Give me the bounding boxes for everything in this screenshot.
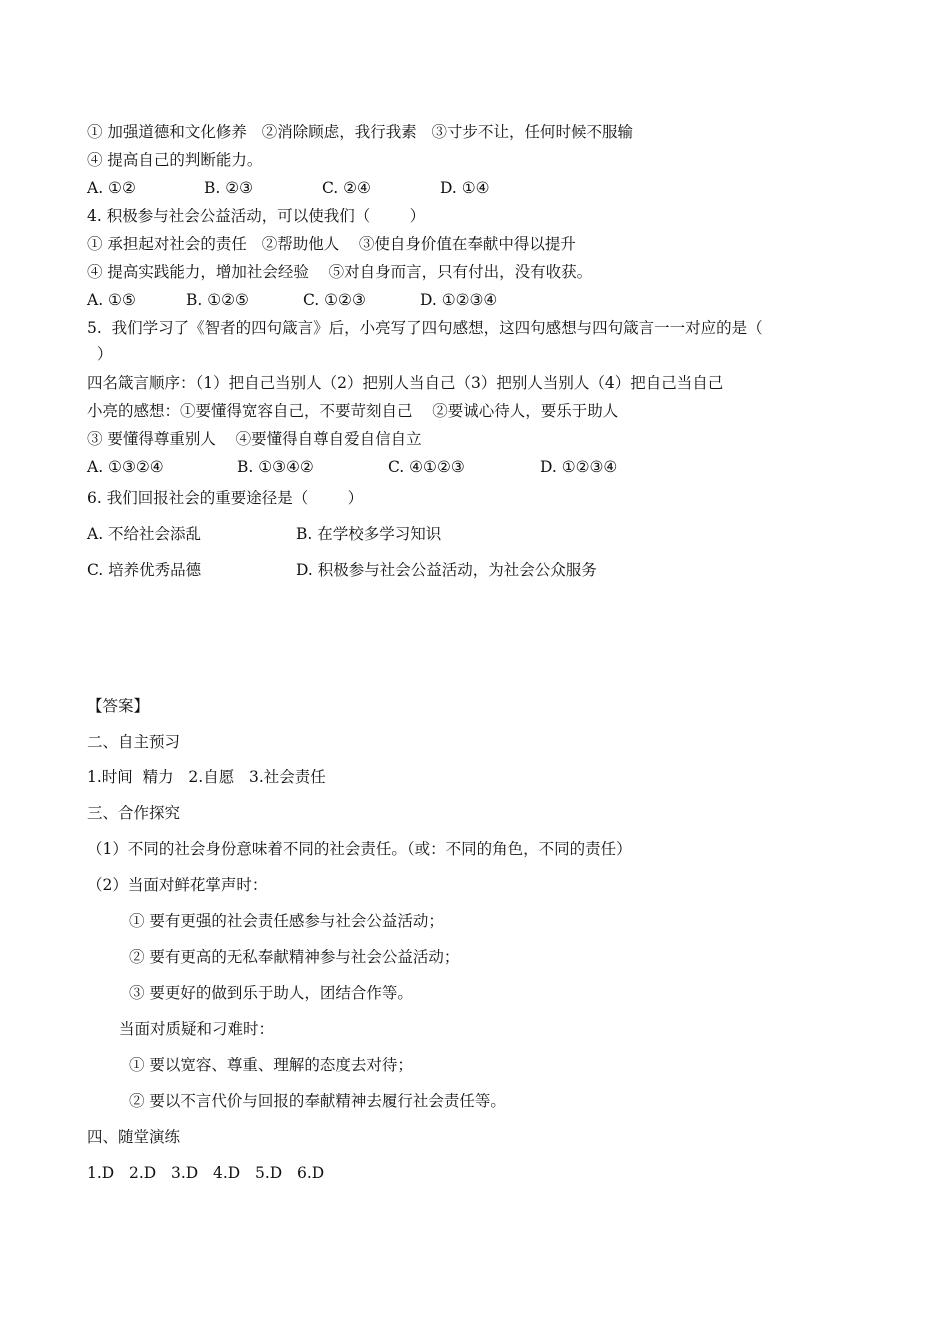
section-3-point-2-item-2: ② 要有更高的无私奉献精神参与社会公益活动；	[129, 948, 460, 966]
q3-options	[87, 178, 490, 198]
section-3-point-3-item-1: ① 要以宽容、尊重、理解的态度去对待；	[129, 1056, 413, 1074]
section-3-point-2-item-1: ① 要有更强的社会责任感参与社会公益活动；	[129, 912, 444, 930]
section-3-point-2: （2）当面对鲜花掌声时：	[87, 876, 268, 894]
q5-stem-line2: ）	[87, 345, 113, 363]
q4-choices-line2: ④ 提高实践能力，增加社会经验 ⑤对自身而言，只有付出，没有收获。	[87, 263, 593, 281]
q5-option-a: A. ①③②④	[87, 458, 164, 476]
q4-choices-line1: ① 承担起对社会的责任 ②帮助他人 ③使自身价值在奉献中得以提升	[87, 235, 576, 253]
q4-options	[87, 290, 497, 310]
q6-stem: 6. 我们回报社会的重要途径是（ ）	[87, 489, 364, 507]
q6-options-row1	[87, 524, 441, 544]
section-3-point-1: （1）不同的社会身份意味着不同的社会责任。（或：不同的角色，不同的责任）	[87, 840, 632, 858]
q5-option-c: C. ④①②③	[388, 458, 465, 476]
q6-option-d: D. 积极参与社会公益活动，为社会公众服务	[296, 561, 597, 579]
section-3-heading: 三、合作探究	[87, 804, 181, 822]
q5-option-b: B. ①③④②	[237, 458, 314, 476]
q3-option-a: A. ①②	[87, 179, 136, 197]
q3-option-b: B. ②③	[204, 179, 254, 197]
q6-option-c: C. 培养优秀品德	[87, 561, 202, 579]
q5-stem-line1: 5. 我们学习了《智者的四句箴言》后，小亮写了四句感想，这四句感想与四句箴言一一对应的是（	[87, 319, 763, 337]
section-4-heading: 四、随堂演练	[87, 1128, 181, 1146]
q6-option-a: A. 不给社会添乱	[87, 525, 202, 543]
section-2-heading: 二、自主预习	[87, 733, 181, 751]
q6-option-b: B. 在学校多学习知识	[296, 525, 442, 543]
q4-option-b: B. ①②⑤	[186, 291, 249, 309]
q5-option-d: D. ①②③④	[540, 458, 618, 476]
section-3-point-3: 当面对质疑和刁难时：	[119, 1020, 275, 1038]
q4-option-c: C. ①②③	[303, 291, 366, 309]
q5-options	[87, 457, 617, 477]
section-3-point-3-item-2: ② 要以不言代价与回报的奉献精神去履行社会责任等。	[129, 1092, 506, 1110]
q5-motto-order: 四名箴言顺序：（1）把自己当别人（2）把别人当自己（3）把别人当别人（4）把自己当自己	[87, 374, 724, 392]
section-3-point-2-item-3: ③ 要更好的做到乐于助人，团结合作等。	[129, 984, 413, 1002]
q5-feelings-line2: ③ 要懂得尊重别人 ④要懂得自尊自爱自信自立	[87, 430, 422, 448]
q3-choices-line2: ④ 提高自己的判断能力。	[87, 151, 263, 169]
q6-options-row2	[87, 560, 597, 580]
q4-stem: 4. 积极参与社会公益活动，可以使我们（ ）	[87, 207, 426, 225]
section-2-answers: 1.时间 精力 2.自愿 3.社会责任	[87, 768, 326, 786]
q3-choices-line1: ① 加强道德和文化修养 ②消除顾虑，我行我素 ③寸步不让，任何时候不服输	[87, 123, 633, 141]
section-4-answers: 1.D 2.D 3.D 4.D 5.D 6.D	[87, 1164, 325, 1182]
q3-option-c: C. ②④	[322, 179, 371, 197]
q3-option-d: D. ①④	[440, 179, 490, 197]
q4-option-d: D. ①②③④	[420, 291, 498, 309]
q5-feelings-line1: 小亮的感想：①要懂得宽容自己，不要苛刻自己 ②要诚心待人，要乐于助人	[87, 402, 619, 420]
answers-title: 【答案】	[87, 697, 150, 715]
q4-option-a: A. ①⑤	[87, 291, 136, 309]
